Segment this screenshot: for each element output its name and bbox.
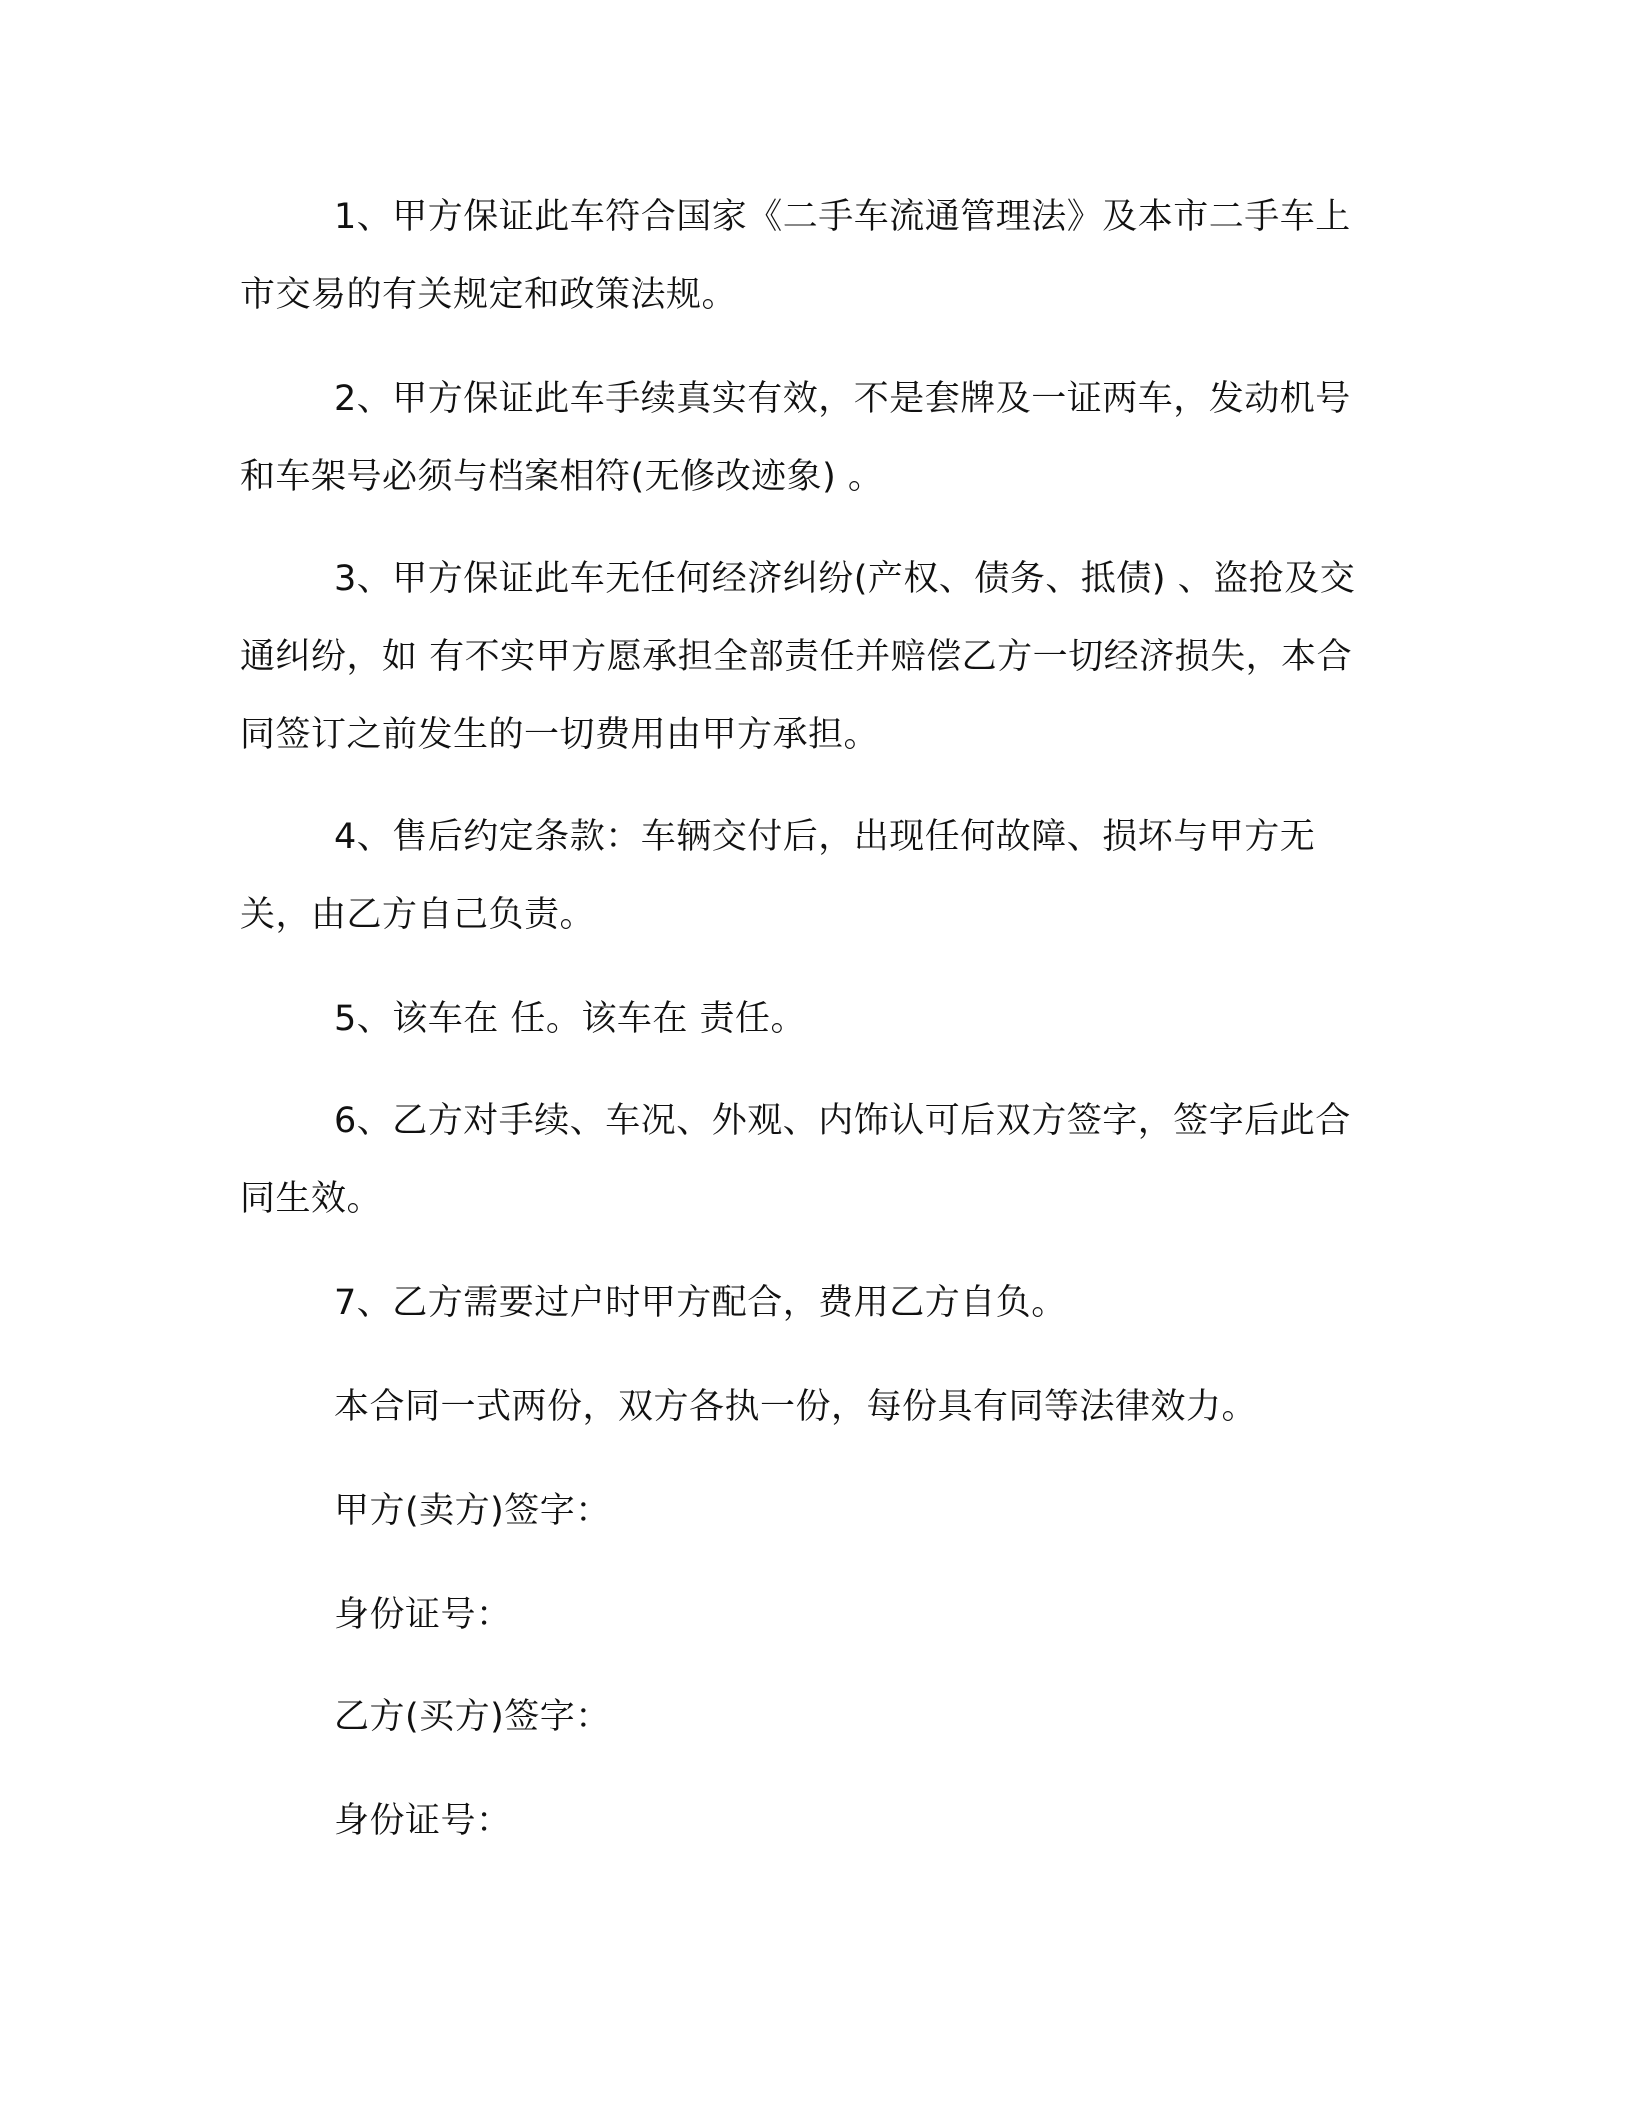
clause-4: 4、售后约定条款：车辆交付后，出现任何故障、损坏与甲方无关，由乙方自己负责。	[240, 817, 1316, 935]
clause-2: 2、甲方保证此车手续真实有效，不是套牌及一证两车，发动机号和车架号必须与档案相符(无修改迹象) 。	[240, 379, 1351, 497]
clause-5: 5、该车在 任。该车在 责任。	[334, 999, 807, 1039]
party-a-signature-label: 甲方(卖方)签字：	[334, 1491, 611, 1531]
clause-3: 3、甲方保证此车无任何经济纠纷(产权、债务、抵债) 、盗抢及交通纠纷，如 有不实甲方愿承担全部责任并赔偿乙方一切经济损失，本合同签订之前发生的一切费用由甲方承担。	[240, 559, 1356, 755]
party-b-id-label: 身份证号：	[334, 1801, 512, 1841]
copies-note: 本合同一式两份，双方各执一份，每份具有同等法律效力。	[334, 1387, 1258, 1427]
party-b-signature-label: 乙方(买方)签字：	[334, 1697, 611, 1737]
clause-6: 6、乙方对手续、车况、外观、内饰认可后双方签字，签字后此合同生效。	[240, 1101, 1351, 1219]
party-a-id-label: 身份证号：	[334, 1595, 512, 1635]
clause-1: 1、甲方保证此车符合国家《二手车流通管理法》及本市二手车上市交易的有关规定和政策法规。	[240, 197, 1351, 315]
clause-7: 7、乙方需要过户时甲方配合，费用乙方自负。	[334, 1283, 1067, 1323]
